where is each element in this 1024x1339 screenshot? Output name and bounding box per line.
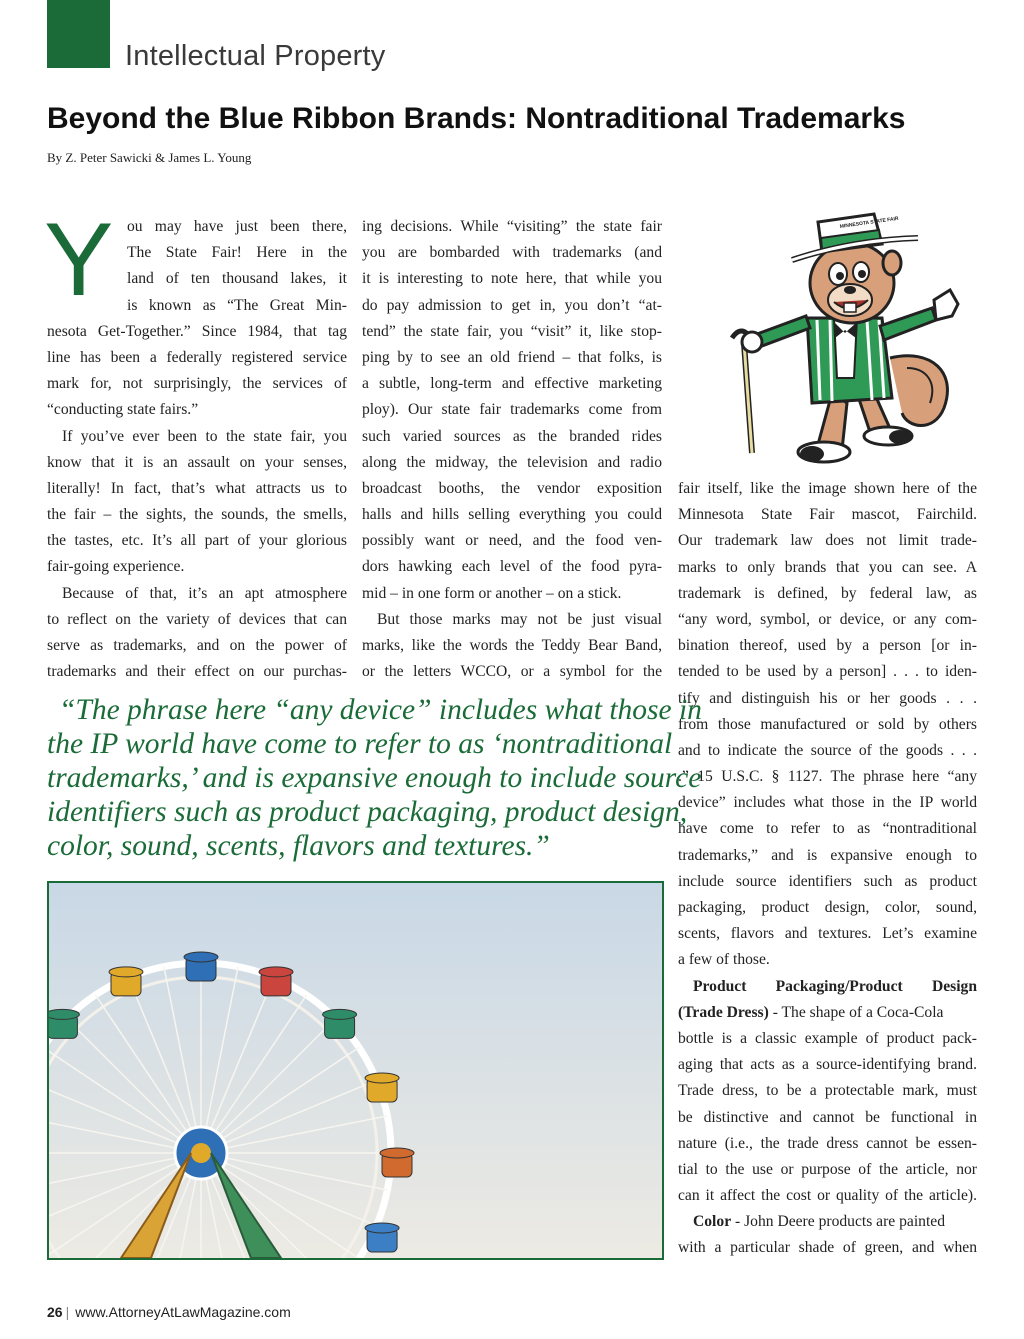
pull-quote-line: color, sound, scents, flavors and textures.” bbox=[47, 830, 550, 862]
text-line: serve as trademarks, and on the power of bbox=[47, 637, 347, 654]
gondola bbox=[323, 1009, 357, 1038]
gondola bbox=[365, 1073, 399, 1102]
text-line: .” 15 U.S.C. § 1127. The phrase here “any bbox=[678, 768, 977, 786]
text-line: device” includes what those in the IP world bbox=[678, 794, 977, 812]
text-line: with a particular shade of green, and when bbox=[678, 1239, 977, 1257]
ferris-wheel-photo bbox=[47, 881, 664, 1260]
page-footer bbox=[47, 1304, 291, 1320]
ferris-wheel-illustration bbox=[49, 883, 662, 1258]
drop-cap: Y bbox=[44, 202, 114, 318]
text-run: - John Deere products are painted bbox=[731, 1213, 946, 1231]
subhead-trade-dress bbox=[678, 974, 977, 1000]
text-line: be distinctive and cannot be functional in bbox=[678, 1108, 977, 1126]
text-line: broadcast booths, the vendor exposition bbox=[362, 479, 662, 497]
page-number: 26 bbox=[47, 1304, 63, 1320]
text-line: the fair – the sights, the sounds, the smells, bbox=[47, 506, 347, 524]
text-line: tial to the use or purpose of the article, nor bbox=[678, 1160, 977, 1178]
text-line: along the midway, the television and radio bbox=[362, 453, 662, 471]
text-line: dors hawking each level of the food pyra- bbox=[362, 558, 662, 576]
text-line: and to indicate the source of the goods . . . bbox=[678, 741, 977, 759]
text-line: ploy). Our state fair trademarks come from bbox=[362, 401, 662, 419]
text-line: tended to be used by a person] . . . to iden- bbox=[678, 663, 977, 681]
text-line: know that it is an assault on your senses, bbox=[47, 453, 347, 471]
section-color-block bbox=[47, 0, 110, 68]
text-line: Minnesota State Fair mascot, Fairchild. bbox=[678, 506, 977, 524]
text-line bbox=[678, 1209, 977, 1235]
article-column-2 bbox=[362, 214, 662, 685]
text-line: Our trademark law does not limit trade- bbox=[678, 532, 977, 550]
article-column-3 bbox=[678, 476, 977, 1262]
text-line: line has been a federally registered service bbox=[47, 348, 347, 366]
text-line: to reflect on the variety of devices that can bbox=[47, 610, 347, 628]
text-line: The State Fair! Here in the bbox=[127, 244, 347, 262]
text-line: land of ten thousand lakes, it bbox=[127, 270, 347, 288]
pull-quote-line: trademarks,’ and is expansive enough to include source bbox=[47, 762, 702, 794]
subhead-color: Color bbox=[693, 1213, 732, 1231]
text-line: halls and hills selling everything you could bbox=[362, 506, 662, 524]
text-line: “conducting state fairs.” bbox=[47, 401, 199, 419]
text-line: from those manufactured or sold by others bbox=[678, 715, 977, 733]
text-line: possibly want or need, and the food ven- bbox=[362, 532, 662, 550]
text-line: include source identifiers such as product bbox=[678, 872, 977, 890]
text-line: or the letters WCCO, or a symbol for the bbox=[362, 663, 662, 681]
text-line: packaging, product design, color, sound, bbox=[678, 899, 977, 916]
text-line: is known as “The Great Min- bbox=[127, 296, 347, 314]
text-line: can it affect the cost or quality of the article). bbox=[678, 1187, 977, 1205]
text-line: ing decisions. While “visiting” the state fair bbox=[362, 218, 662, 235]
text-line bbox=[678, 1000, 977, 1026]
text-line: ou may have just been there, bbox=[127, 218, 347, 235]
text-line: nature (i.e., the trade dress cannot be essen- bbox=[678, 1134, 977, 1152]
text-line: trademarks and their effect on our purchas- bbox=[47, 663, 347, 681]
text-line: Trade dress, to be a protectable mark, must bbox=[678, 1082, 977, 1100]
article-column-1 bbox=[47, 214, 347, 685]
text-line: “any word, symbol, or device, or any com- bbox=[678, 610, 977, 628]
gondola bbox=[49, 1009, 79, 1038]
text-line: mid – in one form or another – on a stick. bbox=[362, 584, 622, 602]
gondola bbox=[365, 1223, 399, 1252]
text-line: scents, flavors and textures. Let’s examine bbox=[678, 925, 977, 943]
gondola bbox=[109, 967, 143, 996]
text-line: ping by to see an old friend – that folks, is bbox=[362, 348, 662, 366]
text-line: do pay admission to get in, you don’t “at- bbox=[362, 296, 662, 314]
text-line: mark for, not surprisingly, the services of bbox=[47, 375, 347, 393]
text-line: tify and distinguish his or her goods . . . bbox=[678, 689, 977, 707]
text-line: nesota Get-Together.” Since 1984, that tag bbox=[47, 322, 347, 340]
text-run: - The shape of a Coca-Cola bbox=[768, 1003, 944, 1021]
byline: By Z. Peter Sawicki & James L. Young bbox=[47, 150, 252, 165]
text-line: a subtle, long-term and effective marketing bbox=[362, 375, 662, 393]
text-line: aging that acts as a source-identifying brand. bbox=[678, 1056, 977, 1074]
text-line: the tastes, etc. It’s all part of your glorious bbox=[47, 532, 347, 550]
pull-quote-line: “The phrase here “any device” includes what those in bbox=[59, 694, 702, 726]
text-line: marks to only brands that you can see. A bbox=[678, 558, 977, 576]
pull-quote-line: the IP world have come to refer to as ‘nontraditional bbox=[47, 728, 673, 760]
pull-quote-line: identifiers such as product packaging, product design, bbox=[47, 796, 688, 828]
text-line: such varied sources as the branded rides bbox=[362, 427, 662, 445]
text-line: marks, like the words the Teddy Bear Band, bbox=[362, 637, 662, 654]
text-line: literally! In fact, that’s what attracts us to bbox=[47, 479, 347, 497]
text-line: bottle is a classic example of product pack- bbox=[678, 1029, 977, 1047]
article-title: Beyond the Blue Ribbon Brands: Nontraditional Trademarks bbox=[47, 102, 906, 135]
text-line: trademark is defined, by federal law, as bbox=[678, 584, 977, 602]
text-line: But those marks may not be just visual bbox=[377, 610, 662, 628]
text-line: Because of that, it’s an apt atmosphere bbox=[62, 584, 347, 602]
gondola bbox=[259, 967, 293, 996]
text-line: you are bombarded with trademarks (and bbox=[362, 244, 662, 262]
pull-quote bbox=[47, 693, 702, 863]
text-line: a few of those. bbox=[678, 951, 770, 969]
text-line: have come to refer to as “nontraditional bbox=[678, 820, 977, 838]
mascot-hat-sign: MINNESOTA STATE FAIR bbox=[839, 215, 899, 230]
text-line: If you’ve ever been to the state fair, you bbox=[62, 427, 347, 445]
fairchild-mascot-illustration bbox=[722, 208, 980, 470]
subhead-text: Product Packaging/Product Design bbox=[693, 977, 977, 995]
subhead-text: (Trade Dress) bbox=[678, 1003, 769, 1021]
gondola bbox=[184, 952, 218, 981]
text-line: fair itself, like the image shown here of the bbox=[678, 480, 977, 497]
section-label: Intellectual Property bbox=[125, 40, 386, 72]
text-line: it is interesting to note here, that while you bbox=[362, 270, 662, 288]
footer-divider: | bbox=[65, 1304, 70, 1320]
text-line: fair-going experience. bbox=[47, 558, 185, 576]
footer-url: www.AttorneyAtLawMagazine.com bbox=[75, 1304, 291, 1320]
gondola bbox=[380, 1148, 414, 1177]
text-line: bination thereof, used by a person [or in- bbox=[678, 637, 977, 655]
text-line: trademarks,” and is expansive enough to bbox=[678, 846, 977, 864]
text-line: tend” the state fair, you “visit” it, like stop- bbox=[362, 322, 662, 340]
